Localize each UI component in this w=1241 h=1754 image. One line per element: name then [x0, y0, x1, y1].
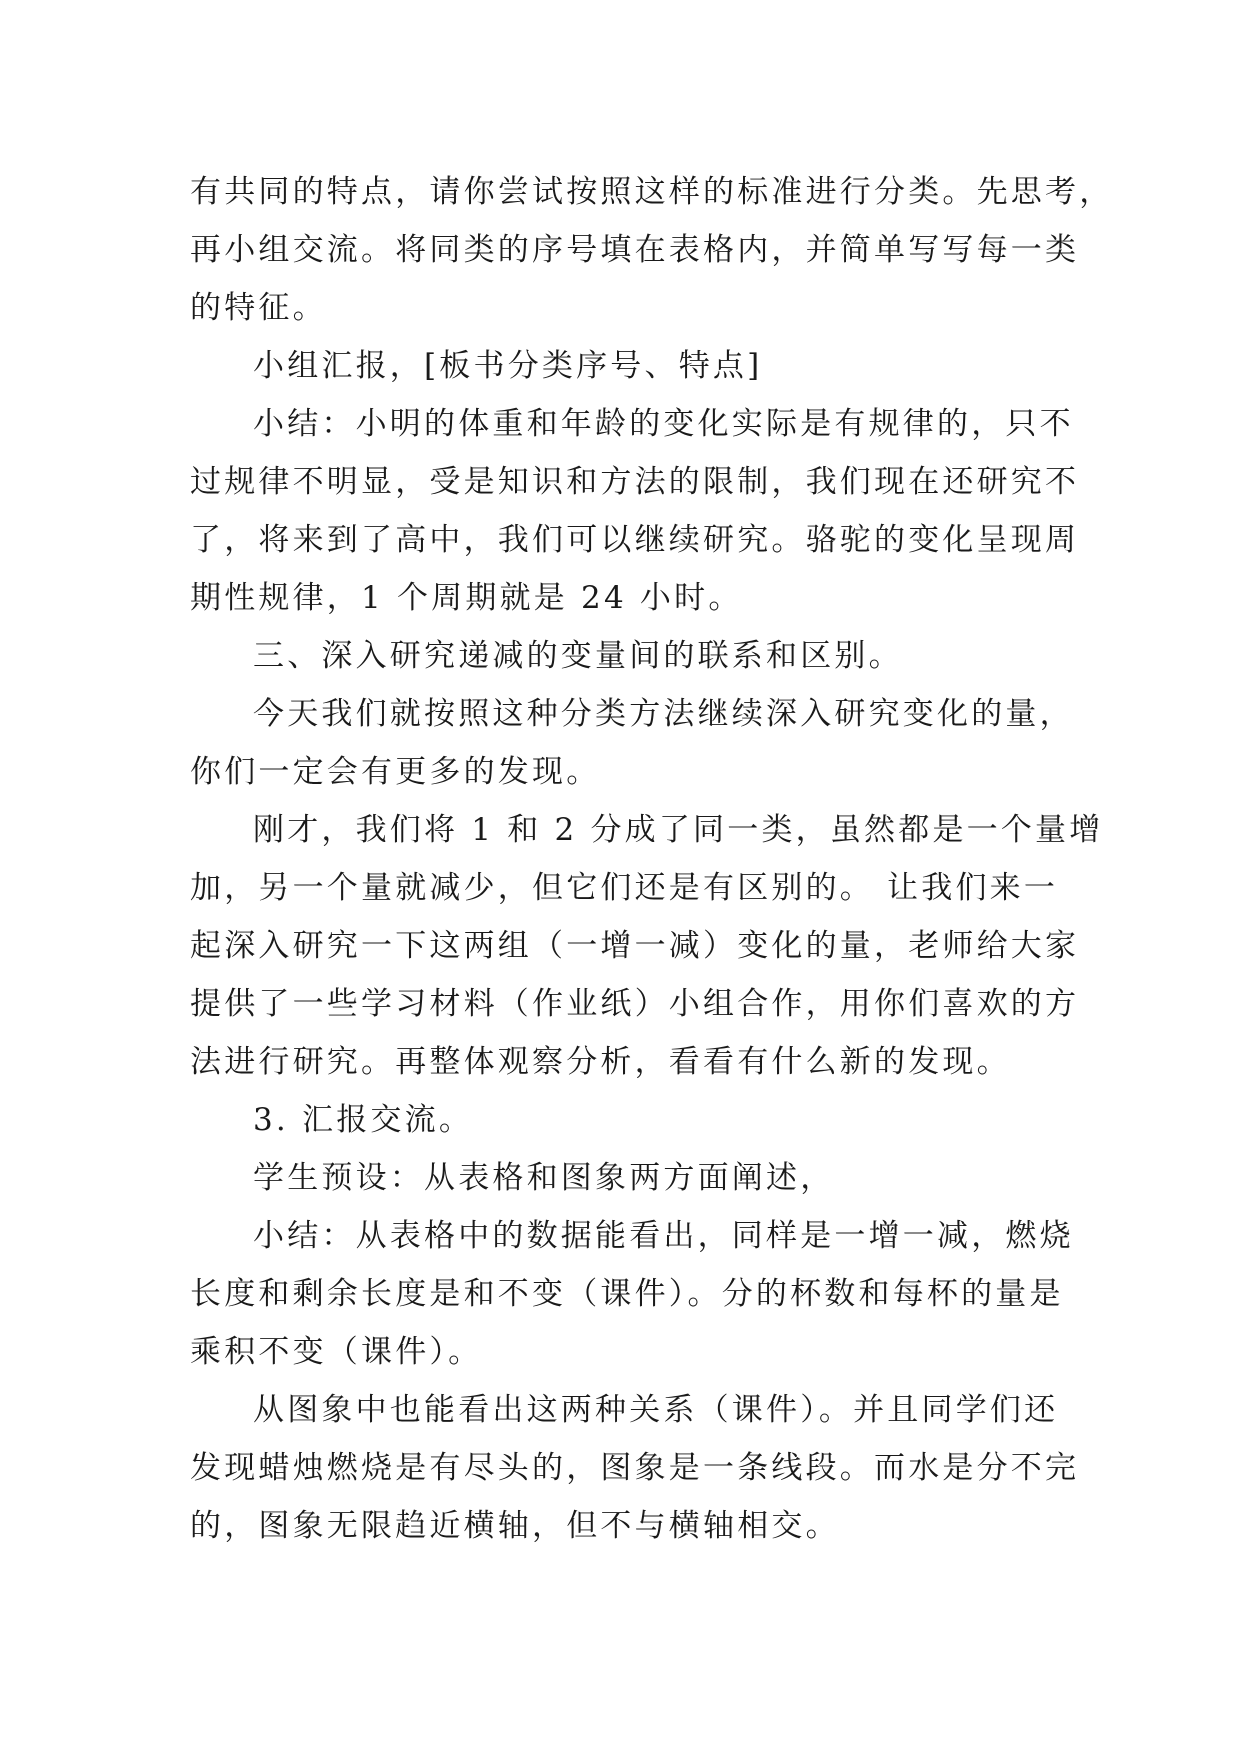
paragraph-3-line-3: 了，将来到了高中，我们可以继续研究。骆驼的变化呈现周 [190, 522, 1080, 558]
paragraph-9-line-3: 乘积不变（课件）。 [190, 1334, 483, 1370]
paragraph-6-line-2: 加，另一个量就减少，但它们还是有区别的。 让我们来一 [190, 870, 1059, 906]
paragraph-9-line-2: 长度和剩余长度是和不变（课件）。分的杯数和每杯的量是 [190, 1276, 1064, 1312]
paragraph-5-line-1: 今天我们就按照这种分类方法继续深入研究变化的量， [253, 696, 1074, 732]
paragraph-6-line-3: 起深入研究一下这两组（一增一减）变化的量，老师给大家 [190, 928, 1080, 964]
paragraph-1-line-1: 有共同的特点，请你尝试按照这样的标准进行分类。先思考， [190, 174, 1114, 210]
paragraph-3-line-4: 期性规律，1 个周期就是 24 小时。 [190, 580, 743, 616]
paragraph-6-line-5: 法进行研究。再整体观察分析，看看有什么新的发现。 [190, 1044, 1011, 1080]
section-heading-3: 三、深入研究递减的变量间的联系和区别。 [253, 638, 903, 674]
paragraph-6-line-1: 刚才，我们将 1 和 2 分成了同一类，虽然都是一个量增 [253, 812, 1104, 848]
paragraph-10-line-2: 发现蜡烛燃烧是有尽头的，图象是一条线段。而水是分不完 [190, 1450, 1080, 1486]
paragraph-3-line-1: 小结：小明的体重和年龄的变化实际是有规律的，只不 [253, 406, 1074, 442]
paragraph-5-line-2: 你们一定会有更多的发现。 [190, 754, 601, 790]
paragraph-9-line-1: 小结：从表格中的数据能看出，同样是一增一减，燃烧 [253, 1218, 1074, 1254]
paragraph-3-line-2: 过规律不明显，受是知识和方法的限制，我们现在还研究不 [190, 464, 1080, 500]
paragraph-6-line-4: 提供了一些学习材料（作业纸）小组合作，用你们喜欢的方 [190, 986, 1080, 1022]
paragraph-10-line-3: 的，图象无限趋近横轴，但不与横轴相交。 [190, 1508, 840, 1544]
paragraph-1-line-3: 的特征。 [190, 290, 327, 326]
paragraph-2-line-1: 小组汇报，[板书分类序号、特点] [253, 348, 763, 384]
paragraph-10-line-1: 从图象中也能看出这两种关系（课件）。并且同学们还 [253, 1392, 1059, 1428]
paragraph-7-line-1: 3. 汇报交流。 [253, 1102, 474, 1138]
paragraph-8-line-1: 学生预设：从表格和图象两方面阐述， [253, 1160, 835, 1196]
paragraph-1-line-2: 再小组交流。将同类的序号填在表格内，并简单写写每一类 [190, 232, 1080, 268]
